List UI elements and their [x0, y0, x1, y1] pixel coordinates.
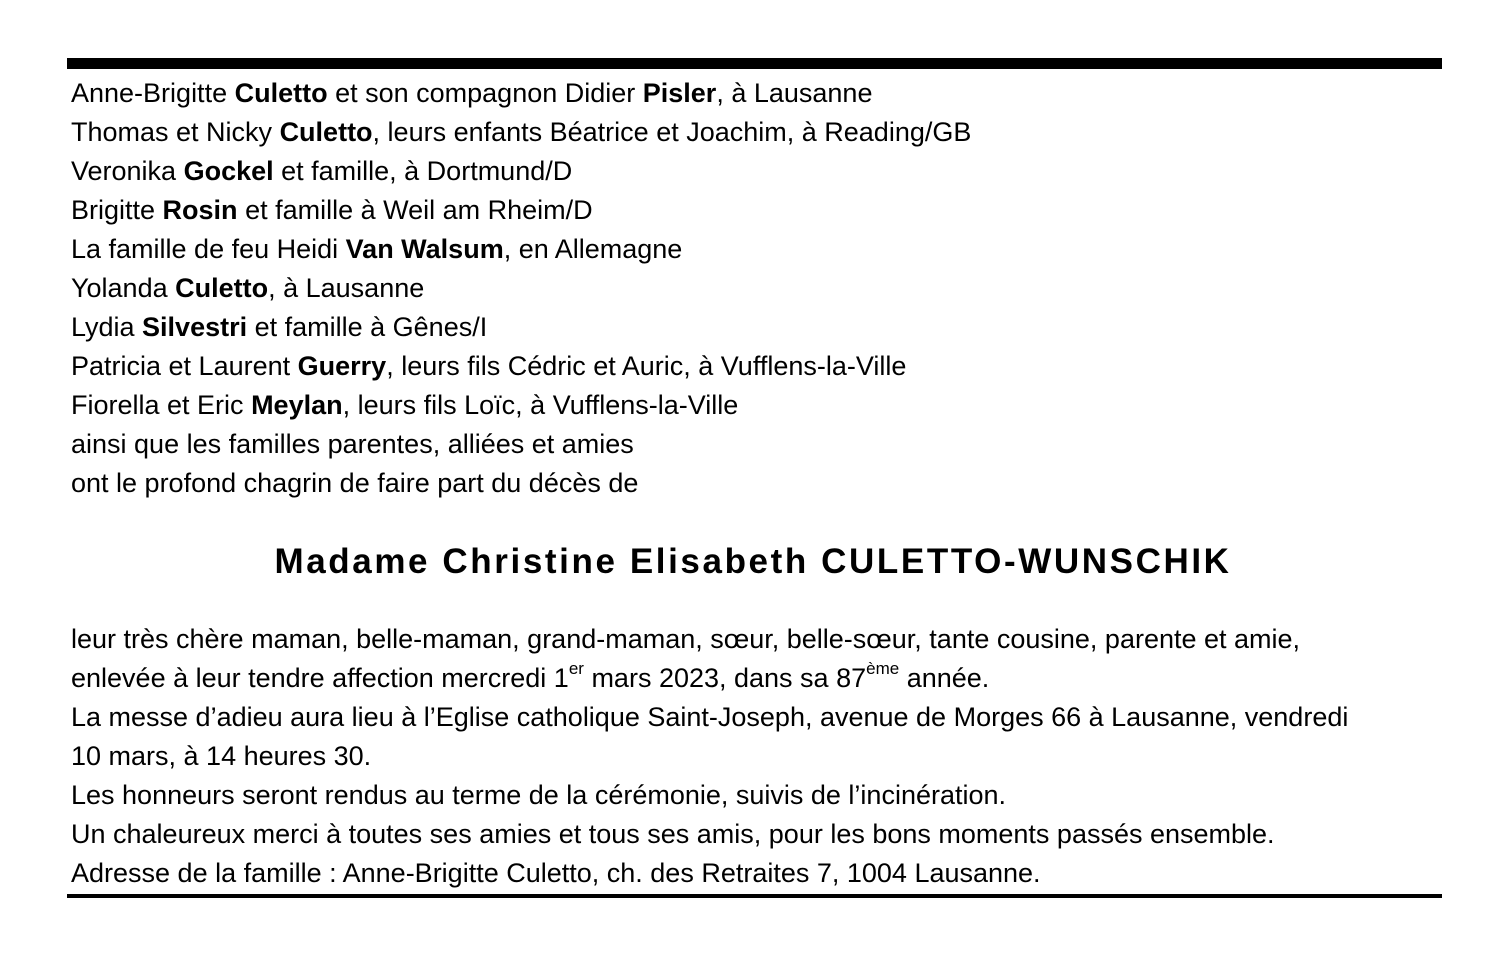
family-line: Patricia et Laurent Guerry, leurs fils Cédric et Auric, à Vufflens-la-Ville — [71, 351, 907, 381]
body-line: 10 mars, à 14 heures 30. — [71, 741, 372, 771]
family-line: Veronika Gockel et famille, à Dortmund/D — [71, 156, 573, 186]
top-divider — [67, 58, 1442, 69]
family-line: ainsi que les familles parentes, alliées et amies — [71, 429, 634, 459]
bottom-divider — [67, 894, 1442, 898]
family-line: Brigitte Rosin et famille à Weil am Rheim/D — [71, 195, 593, 225]
body-line: enlevée à leur tendre affection mercredi 1er mars 2023, dans sa 87ème année. — [71, 659, 990, 693]
family-line: La famille de feu Heidi Van Walsum, en Allemagne — [71, 234, 683, 264]
body-line: La messe d’adieu aura lieu à l’Eglise catholique Saint-Joseph, avenue de Morges 66 à Lausanne, vendredi — [71, 702, 1349, 732]
family-address: Adresse de la famille : Anne-Brigitte Culetto, ch. des Retraites 7, 1004 Lausanne. — [71, 858, 1041, 888]
family-line: Lydia Silvestri et famille à Gênes/I — [71, 312, 488, 342]
body-line: Les honneurs seront rendus au terme de la cérémonie, suivis de l’incinération. — [71, 780, 1007, 810]
family-line: Fiorella et Eric Meylan, leurs fils Loïc, à Vufflens-la-Ville — [71, 390, 739, 420]
family-list — [71, 74, 1431, 503]
family-line: Thomas et Nicky Culetto, leurs enfants Béatrice et Joachim, à Reading/GB — [71, 117, 972, 147]
deceased-name: Madame Christine Elisabeth CULETTO-WUNSCHIK — [274, 542, 1232, 581]
family-line: ont le profond chagrin de faire part du décès de — [71, 468, 639, 498]
body-line: leur très chère maman, belle-maman, grand-maman, sœur, belle-sœur, tante cousine, parente et amie, — [71, 624, 1301, 654]
body-line: Un chaleureux merci à toutes ses amies et tous ses amis, pour les bons moments passés ensemble. — [71, 819, 1275, 849]
family-line: Anne-Brigitte Culetto et son compagnon Didier Pisler, à Lausanne — [71, 78, 873, 108]
notice-body — [71, 620, 1446, 893]
family-line: Yolanda Culetto, à Lausanne — [71, 273, 425, 303]
